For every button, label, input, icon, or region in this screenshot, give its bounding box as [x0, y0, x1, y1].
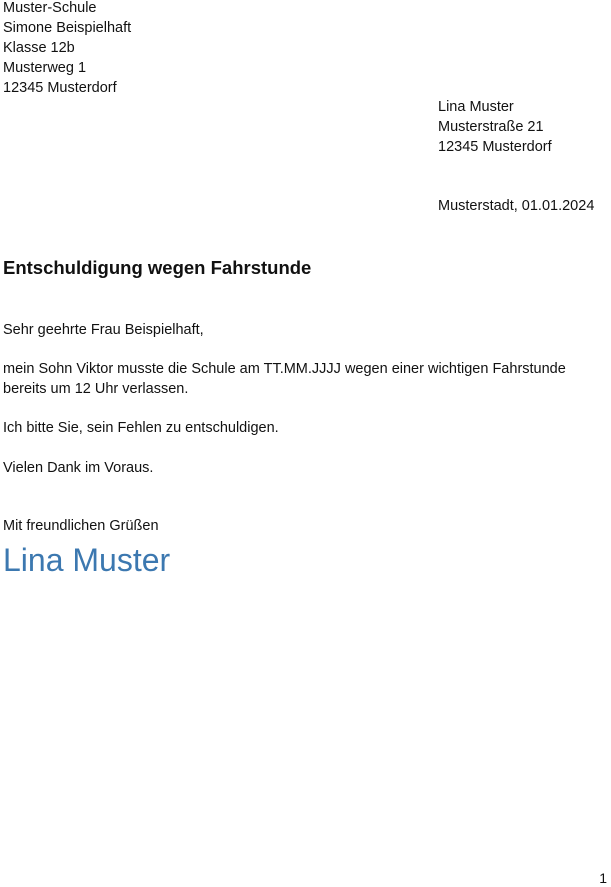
sender-school: Muster-Schule — [3, 0, 97, 16]
signature: Lina Muster — [3, 542, 171, 578]
body-paragraph-1-line-1: mein Sohn Viktor musste die Schule am TT.MM.JJJJ wegen einer wichtigen Fahrstunde — [3, 361, 566, 377]
body-paragraph-1-line-2: bereits um 12 Uhr verlassen. — [3, 381, 189, 397]
recipient-street: Musterstraße 21 — [438, 119, 544, 135]
date-line: Musterstadt, 01.01.2024 — [438, 198, 595, 214]
sender-class: Klasse 12b — [3, 40, 75, 56]
sender-street: Musterweg 1 — [3, 60, 87, 76]
letter-subject: Entschuldigung wegen Fahrstunde — [3, 257, 312, 278]
body-paragraph-2: Ich bitte Sie, sein Fehlen zu entschuldigen. — [3, 420, 279, 436]
recipient-name: Lina Muster — [438, 99, 514, 115]
page-number: 1 — [599, 870, 607, 886]
recipient-city: 12345 Musterdorf — [438, 139, 552, 155]
body-paragraph-3: Vielen Dank im Voraus. — [3, 460, 154, 476]
salutation: Sehr geehrte Frau Beispielhaft, — [3, 322, 204, 338]
sender-teacher: Simone Beispielhaft — [3, 20, 132, 36]
closing: Mit freundlichen Grüßen — [3, 518, 159, 534]
sender-city: 12345 Musterdorf — [3, 80, 117, 96]
